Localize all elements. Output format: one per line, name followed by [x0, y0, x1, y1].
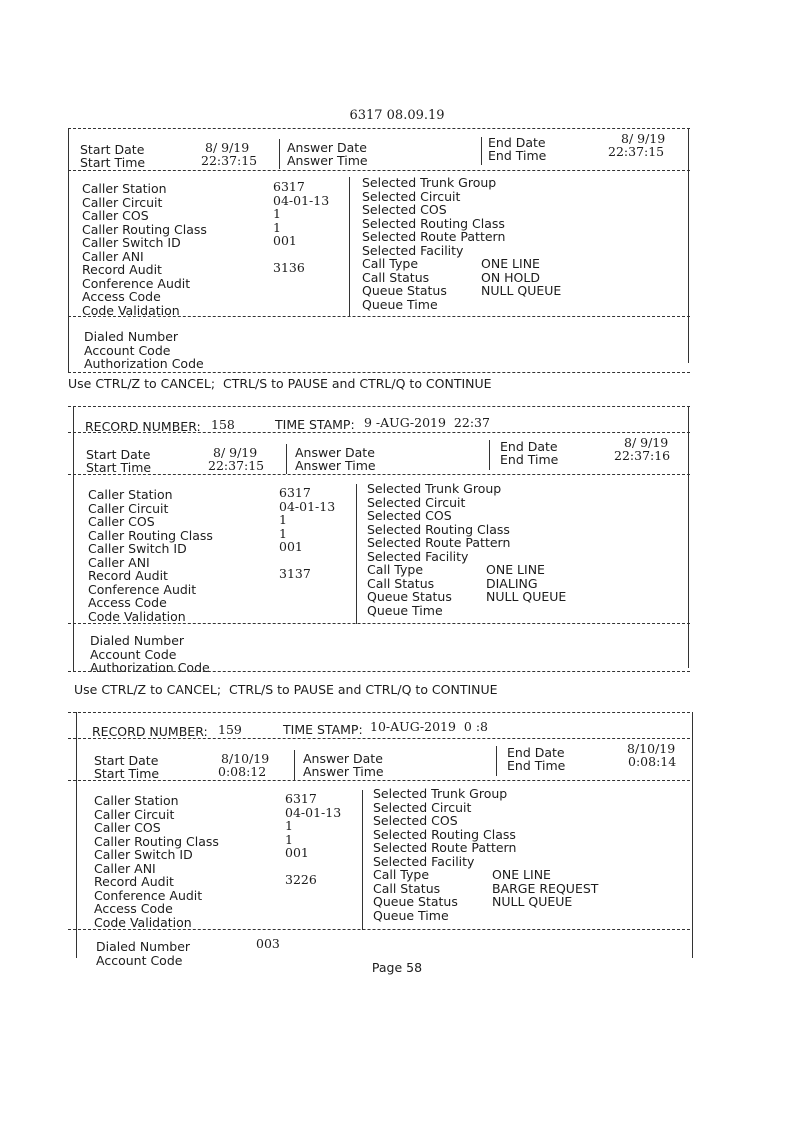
record-number-value: 158 — [211, 417, 235, 432]
caller-routing-class-label: Caller Routing Class — [88, 527, 213, 543]
selected-routing-class-label: Selected Routing Class — [373, 826, 516, 842]
start-time-value: 22:37:15 — [201, 153, 258, 168]
access-code-label: Access Code — [88, 595, 167, 610]
caller-cos-value: 1 — [285, 818, 293, 833]
code-validation-label: Code Validation — [82, 302, 180, 318]
caller-routing-class-value: 1 — [273, 219, 281, 235]
caller-switch-id-label: Caller Switch ID — [82, 235, 181, 250]
caller-station-label: Caller Station — [82, 181, 167, 196]
queue-status-value: NULL QUEUE — [492, 894, 573, 909]
caller-cos-label: Caller COS — [94, 820, 161, 835]
selected-facility-label: Selected Facility — [362, 242, 464, 258]
start-date-label: Start Date — [80, 142, 145, 157]
account-code-label: Account Code — [84, 342, 171, 358]
end-time-value: 0:08:14 — [628, 754, 677, 769]
end-date-value: 8/ 9/19 — [621, 131, 666, 146]
queue-status-value: NULL QUEUE — [486, 589, 567, 604]
record-audit-label: Record Audit — [94, 874, 174, 889]
dial-labels — [90, 634, 210, 675]
caller-station-label: Caller Station — [88, 487, 173, 502]
caller-switch-id-label: Caller Switch ID — [94, 847, 193, 862]
caller-labels — [94, 794, 219, 929]
end-time-label: End Time — [488, 148, 547, 163]
end-time-value: 22:37:15 — [608, 144, 665, 159]
start-time-value: 22:37:15 — [208, 458, 265, 473]
queue-time-label: Queue Time — [362, 296, 438, 312]
start-date-label: Start Date — [86, 447, 151, 462]
caller-values — [273, 180, 329, 275]
start-time-label: Start Time — [86, 460, 152, 475]
dialed-number-label: Dialed Number — [90, 633, 185, 648]
call-status-value: BARGE REQUEST — [492, 880, 599, 896]
selected-circuit-label: Selected Circuit — [367, 494, 466, 510]
answer-date-label: Answer Date — [295, 445, 375, 460]
caller-switch-id-value: 001 — [279, 539, 303, 554]
queue-status-value: NULL QUEUE — [481, 283, 562, 298]
caller-circuit-label: Caller Circuit — [94, 806, 175, 822]
conference-audit-label: Conference Audit — [88, 581, 197, 597]
end-date-label: End Date — [507, 745, 565, 760]
call-type-value: ONE LINE — [492, 867, 551, 882]
conference-audit-label: Conference Audit — [82, 275, 191, 291]
caller-cos-label: Caller COS — [82, 208, 149, 223]
page-number: Page 58 — [371, 960, 423, 975]
selected-cos-label: Selected COS — [362, 202, 447, 217]
call-values — [486, 563, 566, 604]
caller-values — [279, 486, 335, 581]
caller-cos-label: Caller COS — [88, 514, 155, 529]
caller-circuit-label: Caller Circuit — [82, 194, 163, 210]
caller-circuit-value: 04-01-13 — [273, 192, 330, 208]
record-audit-label: Record Audit — [88, 568, 168, 583]
call-type-value: ONE LINE — [481, 256, 540, 271]
answer-time-label: Answer Time — [295, 458, 376, 473]
caller-routing-class-value: 1 — [279, 525, 287, 541]
end-date-label: End Date — [488, 135, 546, 150]
start-time-value: 0:08:12 — [218, 764, 267, 779]
end-date-label: End Date — [500, 439, 558, 454]
call-type-label: Call Type — [367, 562, 424, 577]
call-status-value: DIALING — [486, 575, 538, 591]
caller-station-value: 6317 — [285, 791, 317, 806]
caller-circuit-label: Caller Circuit — [88, 500, 169, 516]
record-audit-value: 3136 — [273, 260, 305, 275]
start-date-label: Start Date — [94, 753, 159, 768]
start-date-value: 8/10/19 — [221, 751, 270, 766]
time-stamp-label: TIME STAMP: — [283, 722, 363, 737]
call-record-1 — [68, 125, 690, 373]
end-time-label: End Time — [500, 452, 559, 467]
caller-ani-label: Caller ANI — [94, 860, 156, 876]
selected-facility-label: Selected Facility — [367, 548, 469, 564]
code-validation-label: Code Validation — [88, 608, 186, 624]
access-code-label: Access Code — [94, 901, 173, 916]
selected-trunk-group-label: Selected Trunk Group — [367, 481, 502, 496]
answer-date-label: Answer Date — [303, 751, 383, 766]
call-status-label: Call Status — [362, 269, 430, 285]
caller-circuit-value: 04-01-13 — [285, 804, 342, 820]
selected-route-pattern-label: Selected Route Pattern — [362, 229, 506, 244]
start-date-value: 8/ 9/19 — [213, 445, 258, 460]
selected-trunk-group-label: Selected Trunk Group — [362, 175, 497, 190]
call-record-158 — [68, 404, 690, 675]
call-type-label: Call Type — [362, 256, 419, 271]
record-audit-value: 3137 — [279, 566, 311, 581]
start-time-label: Start Time — [94, 766, 160, 781]
dialed-number-label: Dialed Number — [84, 329, 179, 344]
call-type-value: ONE LINE — [486, 562, 545, 577]
record-number-value: 159 — [218, 722, 242, 737]
selected-facility-label: Selected Facility — [373, 853, 475, 869]
conference-audit-label: Conference Audit — [94, 887, 203, 903]
call-status-label: Call Status — [367, 575, 435, 591]
selected-cos-label: Selected COS — [367, 508, 452, 523]
selected-routing-class-label: Selected Routing Class — [367, 521, 510, 537]
caller-ani-label: Caller ANI — [88, 554, 150, 570]
selected-route-pattern-label: Selected Route Pattern — [373, 840, 517, 855]
selected-circuit-label: Selected Circuit — [362, 188, 461, 204]
record-audit-value: 3226 — [285, 872, 317, 887]
end-time-label: End Time — [507, 758, 566, 773]
caller-values — [285, 792, 341, 887]
caller-routing-class-value: 1 — [285, 831, 293, 847]
end-time-value: 22:37:16 — [614, 448, 671, 463]
time-stamp-label: TIME STAMP: — [275, 417, 355, 432]
answer-date-label: Answer Date — [287, 140, 367, 155]
selected-route-pattern-label: Selected Route Pattern — [367, 535, 511, 550]
access-code-label: Access Code — [82, 289, 161, 304]
start-time-label: Start Time — [80, 155, 146, 170]
authorization-code-label: Authorization Code — [84, 356, 204, 371]
caller-switch-id-value: 001 — [285, 845, 309, 860]
record-audit-label: Record Audit — [82, 262, 162, 277]
caller-labels — [82, 182, 207, 317]
selected-circuit-label: Selected Circuit — [373, 799, 472, 815]
caller-labels — [88, 488, 213, 623]
caller-cos-value: 1 — [279, 512, 287, 527]
caller-station-label: Caller Station — [94, 793, 179, 808]
caller-routing-class-label: Caller Routing Class — [82, 221, 207, 237]
end-date-value: 8/ 9/19 — [624, 435, 669, 450]
caller-station-value: 6317 — [279, 485, 311, 500]
queue-status-label: Queue Status — [367, 589, 452, 604]
dial-labels — [84, 330, 204, 371]
queue-status-label: Queue Status — [362, 283, 447, 298]
call-status-label: Call Status — [373, 880, 441, 896]
call-values — [492, 868, 598, 909]
selected-routing-class-label: Selected Routing Class — [362, 215, 505, 231]
queue-status-label: Queue Status — [373, 894, 458, 909]
account-code-label: Account Code — [96, 952, 183, 968]
record-number-label: RECORD NUMBER: — [85, 419, 201, 434]
caller-routing-class-label: Caller Routing Class — [94, 833, 219, 849]
dialed-number-value: 003 — [256, 936, 280, 951]
time-stamp-value: 9 -AUG-2019 22:37 — [364, 415, 490, 430]
answer-time-label: Answer Time — [287, 153, 368, 168]
account-code-label: Account Code — [90, 646, 177, 662]
time-stamp-value: 10-AUG-2019 0 :8 — [370, 719, 488, 734]
selected-cos-label: Selected COS — [373, 813, 458, 828]
call-status-value: ON HOLD — [481, 269, 540, 285]
caller-switch-id-label: Caller Switch ID — [88, 541, 187, 556]
caller-circuit-value: 04-01-13 — [279, 498, 336, 514]
caller-ani-label: Caller ANI — [82, 248, 144, 264]
page-header: 6317 08.09.19 — [349, 108, 445, 123]
start-date-value: 8/ 9/19 — [205, 140, 250, 155]
answer-time-label: Answer Time — [303, 764, 384, 779]
caller-station-value: 6317 — [273, 179, 305, 194]
ctrl-message: Use CTRL/Z to CANCEL; CTRL/S to PAUSE and CTRL/Q to CONTINUE — [68, 376, 492, 391]
caller-switch-id-value: 001 — [273, 233, 297, 248]
end-date-value: 8/10/19 — [627, 741, 676, 756]
selected-trunk-group-label: Selected Trunk Group — [373, 786, 508, 801]
queue-time-label: Queue Time — [373, 907, 449, 923]
dialed-number-label: Dialed Number — [96, 939, 191, 954]
call-type-label: Call Type — [373, 867, 430, 882]
ctrl-message: Use CTRL/Z to CANCEL; CTRL/S to PAUSE and CTRL/Q to CONTINUE — [74, 682, 498, 697]
authorization-code-label: Authorization Code — [90, 660, 210, 675]
queue-time-label: Queue Time — [367, 602, 443, 618]
record-number-label: RECORD NUMBER: — [92, 724, 208, 739]
code-validation-label: Code Validation — [94, 914, 192, 930]
call-values — [481, 257, 561, 298]
caller-cos-value: 1 — [273, 206, 281, 221]
